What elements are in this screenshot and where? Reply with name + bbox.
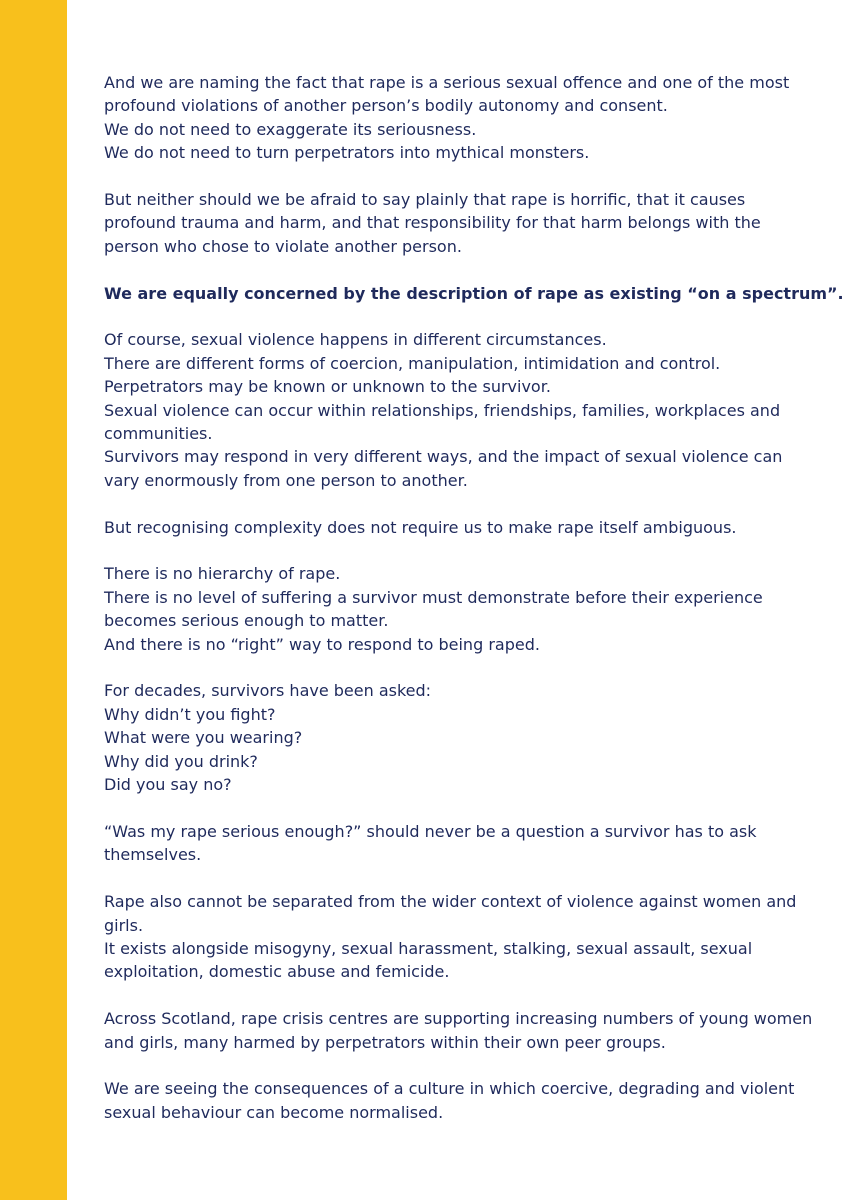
text-line: themselves. [104,845,202,865]
text-line: becomes serious enough to matter. [104,611,389,631]
paragraph [104,1007,813,1054]
text-line: Perpetrators may be known or unknown to the survivor. [104,377,551,397]
paragraph [104,562,794,656]
text-line: And we are naming the fact that rape is a serious sexual offence and one of the most [104,73,790,92]
paragraph [104,328,794,492]
text-line: But recognising complexity does not require us to make rape itself ambiguous. [104,517,737,537]
document-body [104,71,844,1124]
emphasis-paragraph [104,282,844,305]
text-line: Why didn’t you fight? [104,704,276,724]
text-line: But neither should we be afraid to say plainly that rape is horrific, that it causes [104,190,746,210]
text-line: We are equally concerned by the description of rape as existing “on a spectrum”. [104,283,844,303]
paragraph [104,188,794,258]
text-line: “Was my rape serious enough?” should never be a question a survivor has to ask [104,821,757,841]
paragraph [104,890,797,984]
text-line: and girls, many harmed by perpetrators within their own peer groups. [104,1032,666,1052]
text-line: person who chose to violate another person. [104,236,462,256]
text-line: For decades, survivors have been asked: [104,681,432,701]
text-line: girls. [104,915,144,935]
paragraph [104,679,794,796]
text-line: What were you wearing? [104,728,303,748]
text-line: Did you say no? [104,775,232,795]
text-line: communities. [104,424,213,444]
text-line: Across Scotland, rape crisis centres are supporting increasing numbers of young women [104,1009,813,1029]
text-line: sexual behaviour can become normalised. [104,1102,444,1122]
text-line: vary enormously from one person to another. [104,470,468,490]
decorative-sidebar [0,0,67,1200]
paragraph [104,516,794,539]
text-line: It exists alongside misogyny, sexual harassment, stalking, sexual assault, sexual [104,938,753,958]
paragraph [104,1077,794,1124]
text-line: profound violations of another person’s bodily autonomy and consent. [104,96,668,116]
text-line: profound trauma and harm, and that responsibility for that harm belongs with the [104,213,761,233]
text-line: We do not need to exaggerate its seriousness. [104,119,477,139]
text-line: exploitation, domestic abuse and femicide. [104,962,450,982]
text-line: Survivors may respond in very different ways, and the impact of sexual violence can [104,447,783,467]
text-line: Why did you drink? [104,751,258,771]
text-line: Sexual violence can occur within relationships, friendships, families, workplaces and [104,400,781,420]
text-line: Of course, sexual violence happens in different circumstances. [104,330,607,350]
text-line: And there is no “right” way to respond to being raped. [104,634,540,654]
paragraph [104,820,794,867]
text-line: We are seeing the consequences of a culture in which coercive, degrading and violent [104,1079,795,1099]
text-line: There is no hierarchy of rape. [104,564,341,584]
text-line: We do not need to turn perpetrators into mythical monsters. [104,143,590,163]
text-line: There is no level of suffering a survivor must demonstrate before their experience [104,587,763,607]
text-line: Rape also cannot be separated from the wider context of violence against women and [104,892,797,912]
text-line: There are different forms of coercion, manipulation, intimidation and control. [104,353,721,373]
paragraph [104,71,794,165]
